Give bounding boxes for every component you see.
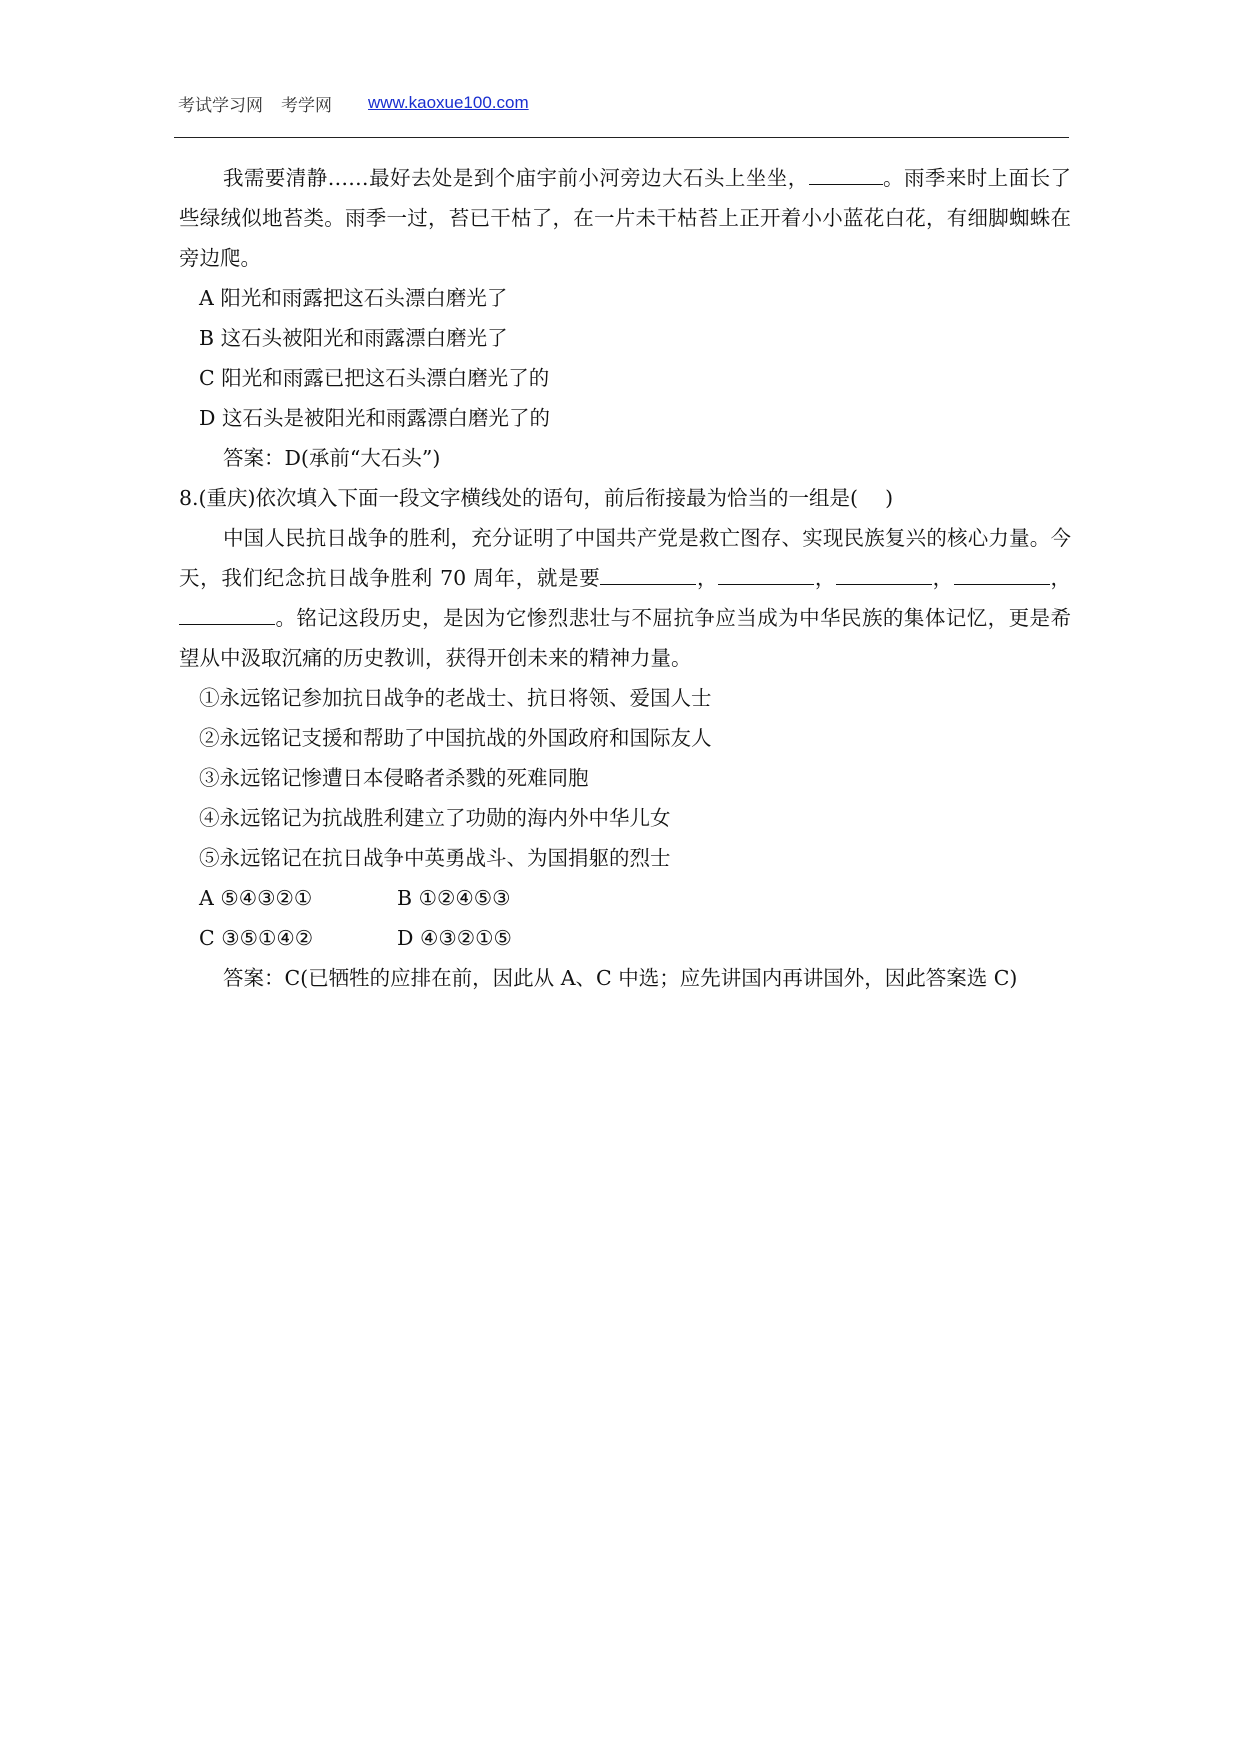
q8-choice-a: A ⑤④③②① xyxy=(199,886,313,910)
q8-choices-row-1 xyxy=(179,878,1071,918)
q8-blank-4 xyxy=(954,562,1050,585)
q7-blank xyxy=(809,162,883,185)
q8-passage xyxy=(179,518,1071,678)
q8-passage-part2: 。铭记这段历史，是因为它惨烈悲壮与不屈抗争应当成为中华民族的集体记忆，更是希望从中汲取沉痛的历史教训，获得开创未来的精神力量。 xyxy=(179,606,1071,670)
q8-blank-5 xyxy=(179,602,275,625)
q8-question: 8.(重庆)依次填入下面一段文字横线处的语句，前后衔接最为恰当的一组是( ) xyxy=(179,486,894,510)
q8-item-4: ④永远铭记为抗战胜利建立了功勋的海内外中华儿女 xyxy=(199,806,671,830)
site-name-short: 考学网 xyxy=(281,95,332,116)
q8-choice-b: B ①②④⑤③ xyxy=(397,886,511,910)
q8-blank-1 xyxy=(600,562,696,585)
q7-option-d: D 这石头是被阳光和雨露漂白磨光了的 xyxy=(199,406,550,430)
q8-sep: ， xyxy=(932,566,954,590)
document-body xyxy=(179,158,1071,998)
q8-item-1: ①永远铭记参加抗日战争的老战士、抗日将领、爱国人士 xyxy=(199,686,712,710)
site-name: 考试学习网 xyxy=(178,95,263,116)
header-divider xyxy=(174,137,1069,138)
q8-choices-row-2 xyxy=(179,918,1071,958)
q7-answer: 答案：D(承前“大石头”) xyxy=(223,446,441,470)
q8-answer: 答案：C(已牺牲的应排在前，因此从 A、C 中选；应先讲国内再讲国外，因此答案选 C) xyxy=(223,966,1018,990)
q8-passage-part1: 中国人民抗日战争的胜利，充分证明了中国共产党是救亡图存、实现民族复兴的核心力量。今天，我们纪念抗日战争胜利 70 周年，就是要 xyxy=(179,526,1071,590)
site-url-link[interactable]: www.kaoxue100.com xyxy=(368,93,529,112)
q8-sep: ， xyxy=(1049,566,1072,590)
q7-option-b: B 这石头被阳光和雨露漂白磨光了 xyxy=(199,326,508,350)
q8-blank-2 xyxy=(718,562,814,585)
q8-item-2: ②永远铭记支援和帮助了中国抗战的外国政府和国际友人 xyxy=(199,726,712,750)
q8-choice-c: C ③⑤①④② xyxy=(199,926,314,950)
q7-passage-part2: 。雨季来时上面长了些绿绒似地苔类。雨季一过，苔已干枯了，在一片未干枯苔上正开着小小蓝花白花，有细脚蜘蛛在旁边爬。 xyxy=(179,166,1071,270)
q8-blank-3 xyxy=(836,562,932,585)
page-header xyxy=(178,88,529,118)
q8-item-5: ⑤永远铭记在抗日战争中英勇战斗、为国捐躯的烈士 xyxy=(199,846,671,870)
q7-option-c: C 阳光和雨露已把这石头漂白磨光了的 xyxy=(199,366,550,390)
q7-passage xyxy=(179,158,1071,278)
q7-passage-part1: 我需要清静……最好去处是到个庙宇前小河旁边大石头上坐坐， xyxy=(223,166,809,190)
q8-choice-d: D ④③②①⑤ xyxy=(397,926,512,950)
q7-option-a: A 阳光和雨露把这石头漂白磨光了 xyxy=(199,286,508,310)
q8-sep: ， xyxy=(696,566,719,590)
q8-sep: ， xyxy=(814,566,837,590)
q8-item-3: ③永远铭记惨遭日本侵略者杀戮的死难同胞 xyxy=(199,766,589,790)
